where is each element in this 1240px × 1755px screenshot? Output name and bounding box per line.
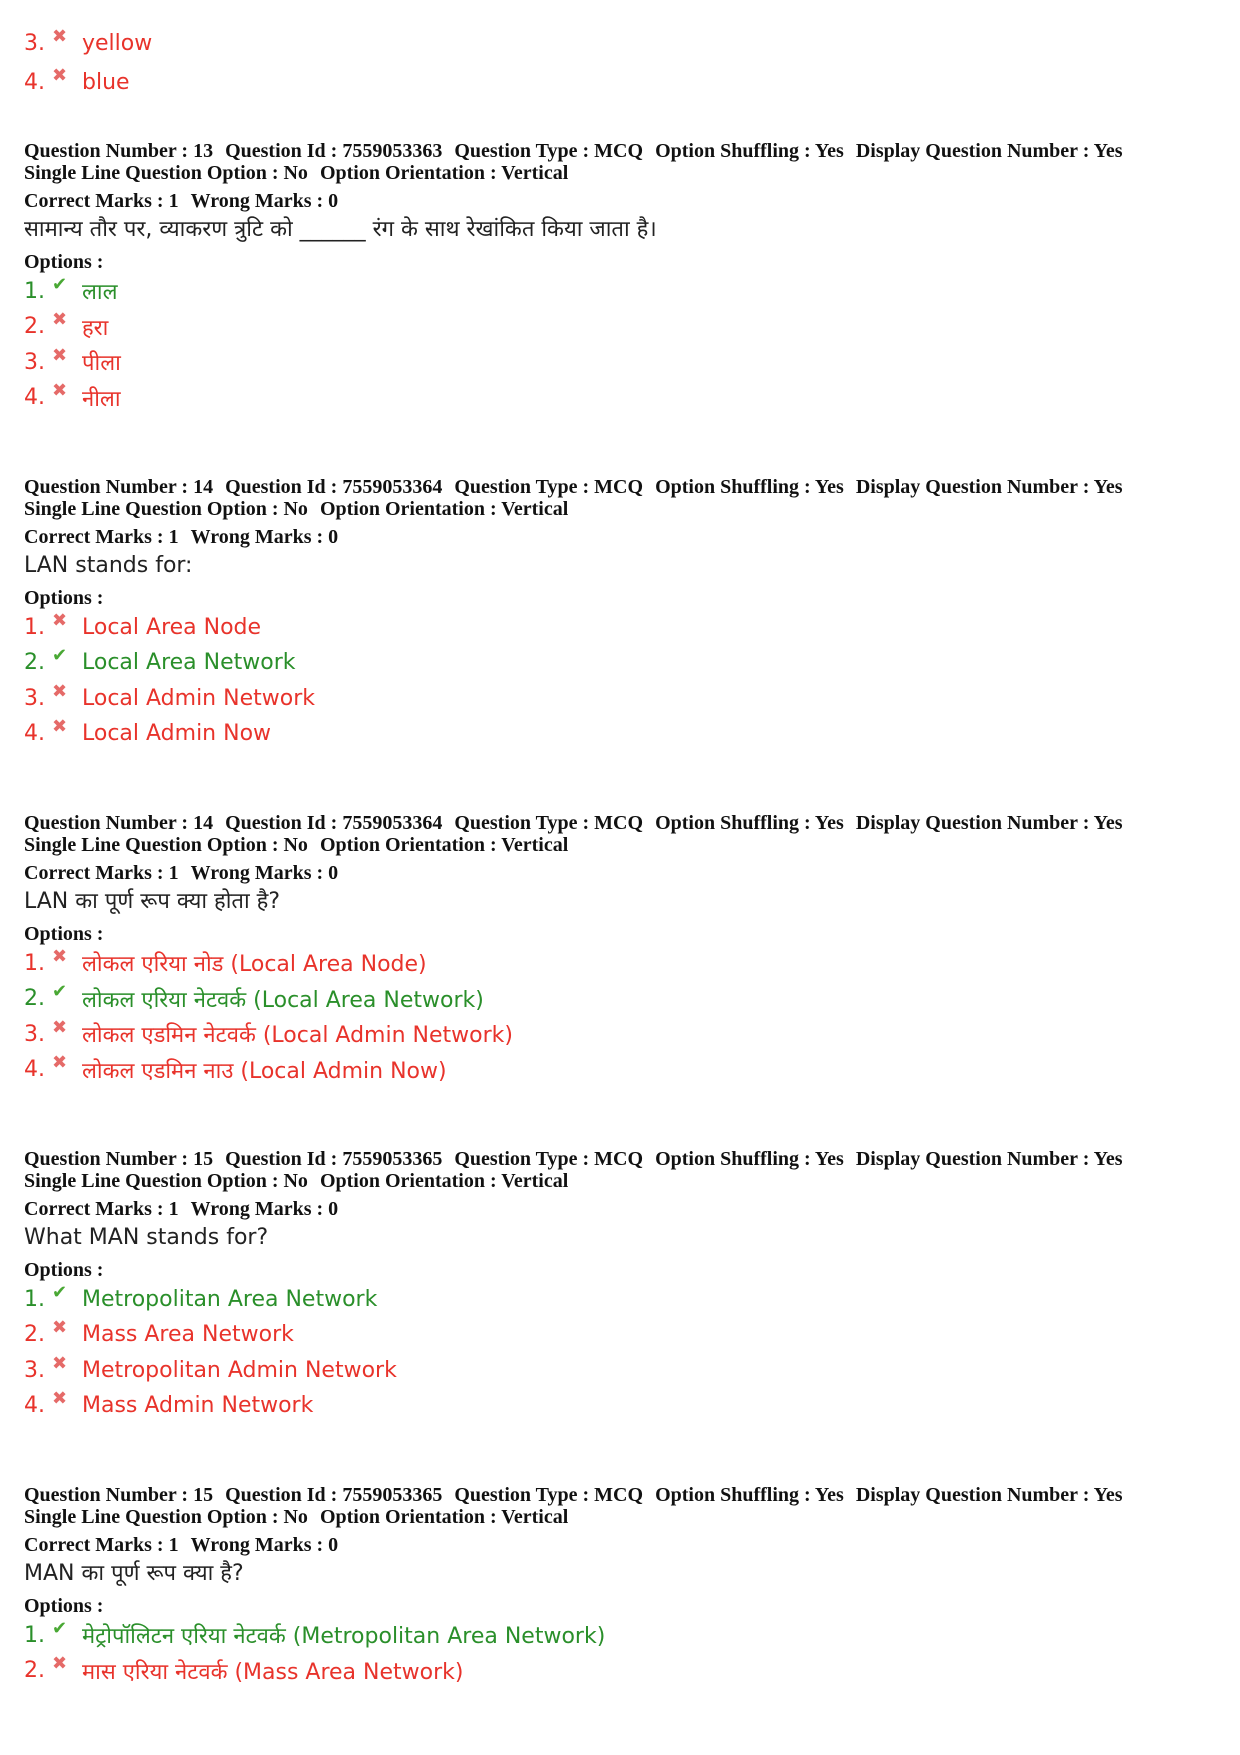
question-meta-line2 — [24, 834, 1224, 856]
correct-marks: Correct Marks : 1 — [24, 526, 179, 548]
question-number: Question Number : 15 — [24, 1484, 214, 1506]
option-number: 2. — [24, 314, 45, 339]
option-number: 4. — [24, 385, 45, 410]
option-row — [24, 681, 315, 715]
display-question-number: Display Question Number : Yes — [855, 1484, 1123, 1506]
question-marks — [24, 862, 1224, 885]
question-text: MAN का पूर्ण रूप क्या है? — [24, 1561, 244, 1586]
question-type: Question Type : MCQ — [454, 140, 644, 162]
correct-marks: Correct Marks : 1 — [24, 1198, 179, 1220]
cross-icon: ✖ — [52, 716, 68, 737]
option-number: 4. — [24, 69, 45, 95]
cross-icon: ✖ — [52, 1653, 68, 1674]
option-number: 4. — [24, 1057, 45, 1082]
option-text: Local Area Network — [82, 650, 296, 675]
option-row — [24, 274, 118, 308]
option-row — [24, 1654, 463, 1688]
options-label: Options : — [24, 587, 104, 609]
cross-icon: ✖ — [52, 344, 68, 366]
question-marks — [24, 526, 1224, 549]
option-text: मास एरिया नेटवर्क (Mass Area Network) — [82, 1659, 464, 1685]
correct-marks: Correct Marks : 1 — [24, 190, 179, 212]
option-shuffling: Option Shuffling : Yes — [655, 476, 844, 498]
option-orientation: Option Orientation : Vertical — [319, 1170, 569, 1192]
question-meta-line2 — [24, 1170, 1224, 1192]
single-line-option: Single Line Question Option : No — [24, 1506, 308, 1528]
correct-marks: Correct Marks : 1 — [24, 862, 179, 884]
option-shuffling: Option Shuffling : Yes — [655, 812, 844, 834]
single-line-option: Single Line Question Option : No — [24, 834, 308, 856]
options-label: Options : — [24, 251, 104, 273]
cross-icon: ✖ — [52, 64, 68, 86]
option-row — [24, 946, 427, 980]
question-id: Question Id : 7559053363 — [225, 140, 443, 162]
options-label: Options : — [24, 923, 104, 945]
question-text: LAN का पूर्ण रूप क्या होता है? — [24, 889, 281, 914]
options-label: Options : — [24, 1259, 104, 1281]
option-shuffling: Option Shuffling : Yes — [655, 1484, 844, 1506]
question-text: सामान्य तौर पर, व्याकरण त्रुटि को ______ रंग के साथ रेखांकित किया जाता है। — [24, 217, 657, 242]
option-shuffling: Option Shuffling : Yes — [655, 140, 844, 162]
cross-icon: ✖ — [52, 1052, 68, 1073]
question-number: Question Number : 14 — [24, 812, 214, 834]
question-id: Question Id : 7559053364 — [225, 812, 443, 834]
option-text: लोकल एडमिन नेटवर्क (Local Admin Network) — [82, 1023, 513, 1048]
question-number: Question Number : 15 — [24, 1148, 214, 1170]
question-block — [24, 812, 1224, 946]
cross-icon: ✖ — [52, 680, 68, 702]
option-row — [24, 610, 261, 644]
option-text: Mass Admin Network — [82, 1393, 314, 1418]
cross-icon: ✖ — [52, 1317, 68, 1338]
option-text: लोकल एरिया नेटवर्क (Local Area Network) — [82, 987, 484, 1013]
option-row — [24, 1318, 294, 1352]
option-number: 4. — [24, 1393, 45, 1418]
options-label: Options : — [24, 1595, 104, 1617]
option-row — [24, 982, 484, 1016]
option-text: blue — [82, 69, 130, 95]
question-meta-line1 — [24, 140, 1224, 162]
question-id: Question Id : 7559053364 — [225, 476, 443, 498]
option-text: लोकल एडमिन नाउ (Local Admin Now) — [82, 1058, 447, 1084]
option-number: 1. — [24, 614, 45, 640]
question-marks — [24, 1534, 1224, 1557]
option-row — [24, 1618, 605, 1652]
option-number: 3. — [24, 1021, 45, 1047]
option-orientation: Option Orientation : Vertical — [319, 162, 569, 184]
option-text: मेट्रोपॉलिटन एरिया नेटवर्क (Metropolitan Area Network) — [82, 1624, 606, 1649]
option-number: 2. — [24, 986, 45, 1011]
option-text: Local Area Node — [82, 614, 262, 640]
cross-icon: ✖ — [52, 309, 68, 330]
option-number: 4. — [24, 721, 45, 746]
single-line-option: Single Line Question Option : No — [24, 1170, 308, 1192]
option-number: 3. — [24, 685, 45, 711]
display-question-number: Display Question Number : Yes — [855, 140, 1123, 162]
question-marks — [24, 1198, 1224, 1221]
question-type: Question Type : MCQ — [454, 476, 644, 498]
display-question-number: Display Question Number : Yes — [855, 476, 1123, 498]
option-text: Metropolitan Admin Network — [82, 1357, 397, 1383]
correct-marks: Correct Marks : 1 — [24, 1534, 179, 1556]
option-row — [24, 1053, 447, 1087]
wrong-marks: Wrong Marks : 0 — [190, 1534, 339, 1556]
option-text: Mass Area Network — [82, 1322, 294, 1347]
option-number: 2. — [24, 650, 45, 675]
option-number: 3. — [24, 349, 45, 375]
option-row — [24, 65, 130, 99]
option-row — [24, 381, 121, 415]
cross-icon: ✖ — [52, 380, 68, 401]
question-id: Question Id : 7559053365 — [225, 1148, 443, 1170]
option-text: Metropolitan Area Network — [82, 1286, 378, 1312]
option-text: नीला — [82, 386, 121, 412]
option-number: 2. — [24, 1322, 45, 1347]
question-meta-line2 — [24, 162, 1224, 184]
check-icon: ✔ — [52, 273, 68, 295]
option-row — [24, 26, 152, 60]
option-row — [24, 717, 271, 751]
wrong-marks: Wrong Marks : 0 — [190, 190, 339, 212]
question-type: Question Type : MCQ — [454, 1148, 644, 1170]
question-type: Question Type : MCQ — [454, 812, 644, 834]
option-row — [24, 646, 296, 680]
check-icon: ✔ — [52, 1617, 68, 1639]
cross-icon: ✖ — [52, 25, 68, 47]
question-id: Question Id : 7559053365 — [225, 1484, 443, 1506]
display-question-number: Display Question Number : Yes — [855, 812, 1123, 834]
question-block — [24, 1484, 1224, 1618]
option-number: 1. — [24, 1622, 45, 1648]
question-text: What MAN stands for? — [24, 1225, 269, 1250]
question-block — [24, 476, 1224, 610]
cross-icon: ✖ — [52, 1352, 68, 1374]
option-row — [24, 345, 121, 379]
question-block — [24, 1148, 1224, 1282]
wrong-marks: Wrong Marks : 0 — [190, 526, 339, 548]
question-block — [24, 140, 1224, 274]
option-row — [24, 1017, 513, 1051]
check-icon: ✔ — [52, 645, 68, 666]
option-text: पीला — [82, 351, 121, 376]
option-text: yellow — [82, 30, 153, 56]
option-row — [24, 1282, 377, 1316]
option-number: 1. — [24, 950, 45, 976]
option-number: 1. — [24, 278, 45, 304]
cross-icon: ✖ — [52, 1388, 68, 1409]
question-meta-line2 — [24, 498, 1224, 520]
question-meta-line1 — [24, 812, 1224, 834]
option-text: Local Admin Network — [82, 685, 315, 711]
option-text: लोकल एरिया नोड (Local Area Node) — [82, 952, 427, 977]
option-orientation: Option Orientation : Vertical — [319, 834, 569, 856]
option-text: Local Admin Now — [82, 721, 272, 746]
question-number: Question Number : 14 — [24, 476, 214, 498]
option-number: 1. — [24, 1286, 45, 1312]
question-meta-line1 — [24, 1484, 1224, 1506]
single-line-option: Single Line Question Option : No — [24, 162, 308, 184]
question-meta-line1 — [24, 1148, 1224, 1170]
option-orientation: Option Orientation : Vertical — [319, 498, 569, 520]
single-line-option: Single Line Question Option : No — [24, 498, 308, 520]
cross-icon: ✖ — [52, 945, 68, 967]
wrong-marks: Wrong Marks : 0 — [190, 1198, 339, 1220]
option-shuffling: Option Shuffling : Yes — [655, 1148, 844, 1170]
option-number: 2. — [24, 1658, 45, 1683]
question-meta-line1 — [24, 476, 1224, 498]
option-number: 3. — [24, 1357, 45, 1383]
display-question-number: Display Question Number : Yes — [855, 1148, 1123, 1170]
question-text: LAN stands for: — [24, 553, 193, 578]
option-text: हरा — [82, 315, 109, 341]
option-row — [24, 1389, 313, 1423]
check-icon: ✔ — [52, 1281, 68, 1303]
wrong-marks: Wrong Marks : 0 — [190, 862, 339, 884]
cross-icon: ✖ — [52, 1016, 68, 1038]
option-row — [24, 1353, 397, 1387]
cross-icon: ✖ — [52, 609, 68, 631]
option-text: लाल — [82, 280, 118, 305]
question-marks — [24, 190, 1224, 213]
option-number: 3. — [24, 30, 45, 56]
check-icon: ✔ — [52, 981, 68, 1002]
option-orientation: Option Orientation : Vertical — [319, 1506, 569, 1528]
question-meta-line2 — [24, 1506, 1224, 1528]
question-number: Question Number : 13 — [24, 140, 214, 162]
option-row — [24, 310, 108, 344]
question-type: Question Type : MCQ — [454, 1484, 644, 1506]
